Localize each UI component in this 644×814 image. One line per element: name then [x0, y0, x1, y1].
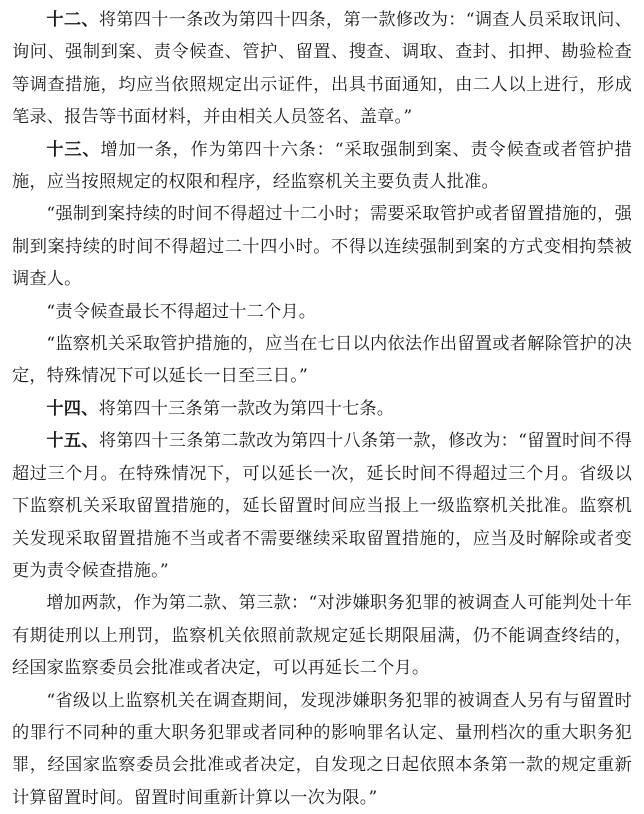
paragraph-15-addition: [12, 587, 632, 684]
paragraph-text: “省级以上监察机关在调查期间，发现涉嫌职务犯罪的被调查人另有与留置时的罪行不同种的重大职务犯罪或者同种的影响罪名认定、量刑档次的重大职务犯罪，经国家监察委员会批准或者决定，自发现之日起依照本条第一款的规定重新计算留置时间。留置时间重新计算以一次为限。”: [12, 690, 632, 808]
paragraph-text: “监察机关采取管护措施的，应当在七日以内依法作出留置或者解除管护的决定，特殊情况下可以延长一日至三日。”: [12, 334, 632, 387]
paragraph-14: [12, 393, 632, 425]
paragraph-text: “责令候查最长不得超过十二个月。: [46, 301, 317, 322]
item-number: 十二、: [46, 10, 99, 30]
paragraph-13-clause-2: [12, 198, 632, 295]
item-number: 十四、: [46, 398, 99, 419]
paragraph-text: 增加两款，作为第二款、第三款：“对涉嫌职务犯罪的被调查人可能判处十年有期徒刑以上刑罚，监察机关依照前款规定延长期限届满，仍不能调查终结的，经国家监察委员会批准或者决定，可以再延长二个月。: [12, 593, 632, 679]
item-number: 十三、: [46, 139, 101, 160]
paragraph-12: [12, 4, 632, 134]
paragraph-text: 将第四十三条第一款改为第四十七条。: [98, 398, 395, 419]
paragraph-15: [12, 425, 632, 587]
paragraph-13: [12, 134, 632, 199]
item-number: 十五、: [46, 431, 99, 452]
paragraph-text: “强制到案持续的时间不得超过十二小时；需要采取管护或者留置措施的，强制到案持续的时间不得超过二十四小时。不得以连续强制到案的方式变相拘禁被调查人。: [12, 204, 632, 290]
paragraph-text: 将第四十一条改为第四十四条，第一款修改为：“调查人员采取讯问、询问、强制到案、责令候查、管护、留置、搜查、调取、查封、扣押、勘验检查等调查措施，均应当依照规定出示证件，出具书面通知，由二人以上进行，形成笔录、报告等书面材料，并由相关人员签名、盖章。”: [12, 10, 632, 128]
paragraph-15-clause-3: [12, 685, 632, 814]
paragraph-13-clause-4: [12, 328, 632, 393]
document-body: [12, 4, 632, 814]
paragraph-13-clause-3: [12, 296, 632, 328]
paragraph-text: 增加一条，作为第四十六条：“采取强制到案、责令候查或者管护措施，应当按照规定的权限和程序，经监察机关主要负责人批准。: [12, 139, 632, 193]
paragraph-text: 将第四十三条第二款改为第四十八条第一款，修改为：“留置时间不得超过三个月。在特殊情况下，可以延长一次，延长时间不得超过三个月。省级以下监察机关采取留置措施的，延长留置时间应当报上一级监察机关批准。监察机关发现采取留置措施不当或者不需要继续采取留置措施的，应当及时解除或者变更为责令候查措施。”: [12, 431, 632, 581]
